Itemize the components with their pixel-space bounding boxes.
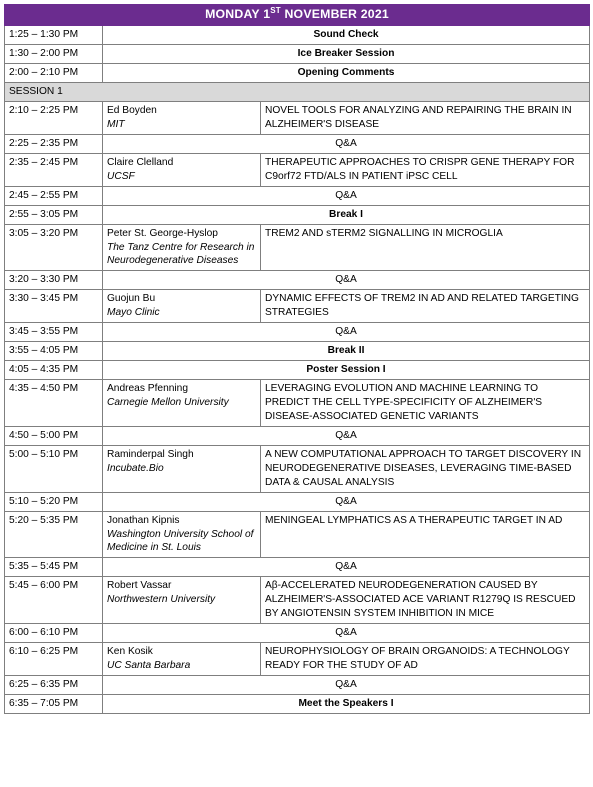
qa-cell: Q&A [103, 492, 590, 511]
talk-title-cell: LEVERAGING EVOLUTION AND MACHINE LEARNING TO PREDICT THE CELL TYPE-SPECIFICITY OF ALZHEIMER'S DISEASE-ASSOCIATED GENETIC VARIANTS [261, 380, 590, 427]
speaker-cell [103, 445, 261, 492]
speaker-name: Peter St. George-Hyslop [107, 227, 218, 239]
speaker-affiliation: UCSF [107, 170, 135, 182]
speaker-cell [103, 643, 261, 676]
time-cell: 1:30 – 2:00 PM [5, 45, 103, 64]
time-cell: 2:10 – 2:25 PM [5, 102, 103, 135]
table-row [5, 643, 590, 676]
day-header-row [5, 5, 590, 26]
session-row [5, 83, 590, 102]
time-cell: 3:30 – 3:45 PM [5, 290, 103, 323]
table-row [5, 323, 590, 342]
speaker-name: Raminderpal Singh [107, 448, 194, 460]
speaker-name: Ken Kosik [107, 646, 153, 658]
event-cell: Opening Comments [103, 64, 590, 83]
time-cell: 5:45 – 6:00 PM [5, 577, 103, 624]
qa-cell: Q&A [103, 134, 590, 153]
speaker-name: Guojun Bu [107, 293, 156, 305]
time-cell: 3:45 – 3:55 PM [5, 323, 103, 342]
speaker-affiliation: Northwestern University [107, 594, 216, 606]
time-cell: 4:50 – 5:00 PM [5, 426, 103, 445]
speaker-affiliation: Carnegie Mellon University [107, 397, 229, 409]
table-row [5, 271, 590, 290]
qa-cell: Q&A [103, 426, 590, 445]
table-row [5, 64, 590, 83]
table-row [5, 624, 590, 643]
qa-cell: Q&A [103, 271, 590, 290]
speaker-name: Robert Vassar [107, 580, 172, 592]
talk-title-cell: NEUROPHYSIOLOGY OF BRAIN ORGANOIDS: A TECHNOLOGY READY FOR THE STUDY OF AD [261, 643, 590, 676]
schedule [4, 4, 589, 714]
time-cell: 2:35 – 2:45 PM [5, 153, 103, 186]
speaker-name: Ed Boyden [107, 105, 157, 116]
table-row [5, 134, 590, 153]
talk-title-cell: A NEW COMPUTATIONAL APPROACH TO TARGET DISCOVERY IN NEURODEGENERATIVE DISEASES, LEVERAGING TIME-BASED DATA & CAUSAL ANALYSIS [261, 445, 590, 492]
speaker-name: Claire Clelland [107, 156, 174, 168]
table-row [5, 342, 590, 361]
qa-cell: Q&A [103, 624, 590, 643]
event-cell: Ice Breaker Session [103, 45, 590, 64]
time-cell: 2:55 – 3:05 PM [5, 205, 103, 224]
table-row [5, 445, 590, 492]
talk-title-cell: DYNAMIC EFFECTS OF TREM2 IN AD AND RELATED TARGETING STRATEGIES [261, 290, 590, 323]
speaker-cell [103, 102, 261, 135]
speaker-name: Andreas Pfenning [107, 383, 188, 395]
event-cell: Break I [103, 205, 590, 224]
talk-title-cell: Aβ-ACCELERATED NEURODEGENERATION CAUSED BY ALZHEIMER'S-ASSOCIATED ACE VARIANT R1279Q IS RESCUED BY ANGIOTENSIN SYSTEM INHIBITION IN MICE [261, 577, 590, 624]
talk-title-cell: THERAPEUTIC APPROACHES TO CRISPR GENE THERAPY FOR C9orf72 FTD/ALS IN PATIENT iPSC CELL [261, 153, 590, 186]
talk-title-cell: TREM2 AND sTERM2 SIGNALLING IN MICROGLIA [261, 224, 590, 271]
time-cell: 3:20 – 3:30 PM [5, 271, 103, 290]
table-row [5, 45, 590, 64]
table-row [5, 224, 590, 271]
speaker-cell [103, 380, 261, 427]
time-cell: 6:00 – 6:10 PM [5, 624, 103, 643]
qa-cell: Q&A [103, 558, 590, 577]
time-cell: 4:05 – 4:35 PM [5, 361, 103, 380]
table-row [5, 380, 590, 427]
event-cell: Sound Check [103, 26, 590, 45]
time-cell: 1:25 – 1:30 PM [5, 26, 103, 45]
table-row [5, 102, 590, 135]
table-row [5, 558, 590, 577]
talk-title-cell: MENINGEAL LYMPHATICS AS A THERAPEUTIC TARGET IN AD [261, 511, 590, 558]
speaker-affiliation: The Tanz Centre for Research in Neurodegenerative Diseases [107, 241, 255, 267]
speaker-affiliation: MIT [107, 118, 125, 130]
time-cell: 2:25 – 2:35 PM [5, 134, 103, 153]
table-row [5, 153, 590, 186]
schedule-table [4, 4, 590, 714]
table-row [5, 205, 590, 224]
event-cell: Break II [103, 342, 590, 361]
day-header [5, 5, 590, 26]
speaker-affiliation: UC Santa Barbara [107, 659, 191, 671]
time-cell: 4:35 – 4:50 PM [5, 380, 103, 427]
table-row [5, 511, 590, 558]
speaker-cell [103, 511, 261, 558]
time-cell: 5:10 – 5:20 PM [5, 492, 103, 511]
speaker-cell [103, 224, 261, 271]
table-row [5, 361, 590, 380]
table-row [5, 426, 590, 445]
table-row [5, 694, 590, 713]
qa-cell: Q&A [103, 675, 590, 694]
speaker-affiliation: Incubate.Bio [107, 462, 164, 474]
speaker-affiliation: Washington University School of Medicine in St. Louis [107, 528, 254, 554]
qa-cell: Q&A [103, 323, 590, 342]
speaker-affiliation: Mayo Clinic [107, 307, 160, 319]
speaker-cell [103, 290, 261, 323]
table-row [5, 290, 590, 323]
time-cell: 2:00 – 2:10 PM [5, 64, 103, 83]
time-cell: 3:55 – 4:05 PM [5, 342, 103, 361]
time-cell: 6:35 – 7:05 PM [5, 694, 103, 713]
time-cell: 5:20 – 5:35 PM [5, 511, 103, 558]
table-row [5, 577, 590, 624]
time-cell: 5:35 – 5:45 PM [5, 558, 103, 577]
time-cell: 3:05 – 3:20 PM [5, 224, 103, 271]
qa-cell: Q&A [103, 186, 590, 205]
table-row [5, 186, 590, 205]
time-cell: 5:00 – 5:10 PM [5, 445, 103, 492]
time-cell: 6:10 – 6:25 PM [5, 643, 103, 676]
speaker-name: Jonathan Kipnis [107, 514, 180, 526]
event-cell: Meet the Speakers I [103, 694, 590, 713]
table-row [5, 675, 590, 694]
day-header-suffix: ST [270, 5, 281, 15]
session-label: SESSION 1 [5, 83, 590, 102]
time-cell: 6:25 – 6:35 PM [5, 675, 103, 694]
speaker-cell [103, 153, 261, 186]
table-row [5, 26, 590, 45]
day-header-prefix: MONDAY 1 [205, 7, 271, 22]
event-cell: Poster Session I [103, 361, 590, 380]
speaker-cell [103, 577, 261, 624]
talk-title-cell: NOVEL TOOLS FOR ANALYZING AND REPAIRING THE BRAIN IN ALZHEIMER'S DISEASE [261, 102, 590, 135]
day-header-date: NOVEMBER 2021 [280, 7, 389, 22]
time-cell: 2:45 – 2:55 PM [5, 186, 103, 205]
table-row [5, 492, 590, 511]
